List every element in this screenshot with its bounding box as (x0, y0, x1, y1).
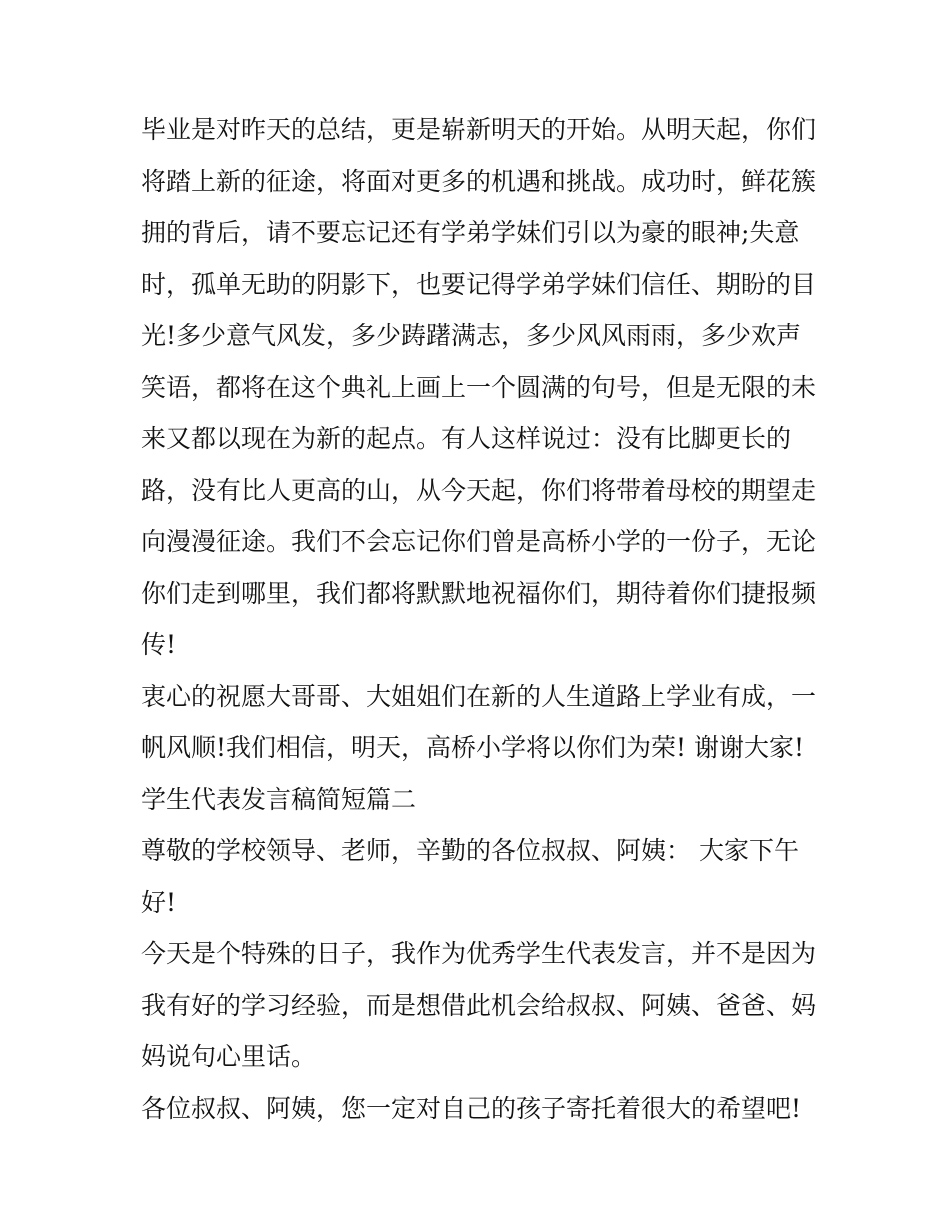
text-line: 我有好的学习经验，而是想借此机会给叔叔、阿姨、爸爸、妈 (141, 990, 817, 1020)
text-line: 尊敬的学校领导、老师，辛勤的各位叔叔、阿姨： 大家下午 (141, 836, 799, 865)
text-line: 妈说句心里话。 (141, 1042, 317, 1071)
text-line: 今天是个特殊的日子，我作为优秀学生代表发言，并不是因为 (141, 939, 817, 968)
text-line: 时，孤单无助的阴影下，也要记得学弟学妹们信任、期盼的目 (141, 269, 817, 299)
text-line: 光!多少意气风发，多少踌躇满志，多少风风雨雨，多少欢声 (141, 321, 802, 350)
text-line: 帆风顺!我们相信，明天，高桥小学将以你们为荣! 谢谢大家! (141, 733, 805, 762)
text-line: 各位叔叔、阿姨，您一定对自己的孩子寄托着很大的希望吧! (141, 1093, 802, 1123)
text-line: 毕业是对昨天的总结，更是崭新明天的开始。从明天起，你们 (141, 115, 817, 144)
section-heading: 学生代表发言稿简短篇二 (141, 784, 417, 814)
text-line: 传! (141, 630, 177, 659)
text-line: 路，没有比人更高的山，从今天起，你们将带着母校的期望走 (141, 475, 817, 505)
document-body (141, 104, 821, 1134)
text-line: 好! (141, 887, 177, 917)
text-line: 向漫漫征途。我们不会忘记你们曾是高桥小学的一份子，无论 (141, 527, 817, 556)
text-line: 来又都以现在为新的起点。有人这样说过：没有比脚更长的 (141, 424, 792, 453)
text-line: 衷心的祝愿大哥哥、大姐姐们在新的人生道路上学业有成，一 (141, 681, 817, 711)
text-line: 将踏上新的征途，将面对更多的机遇和挑战。成功时，鲜花簇 (141, 166, 817, 196)
text-line: 拥的背后，请不要忘记还有学弟学妹们引以为豪的眼神;失意 (141, 218, 800, 247)
text-line: 笑语，都将在这个典礼上画上一个圆满的句号，但是无限的未 (141, 372, 817, 402)
text-line: 你们走到哪里，我们都将默默地祝福你们，期待着你们捷报频 (141, 578, 817, 608)
